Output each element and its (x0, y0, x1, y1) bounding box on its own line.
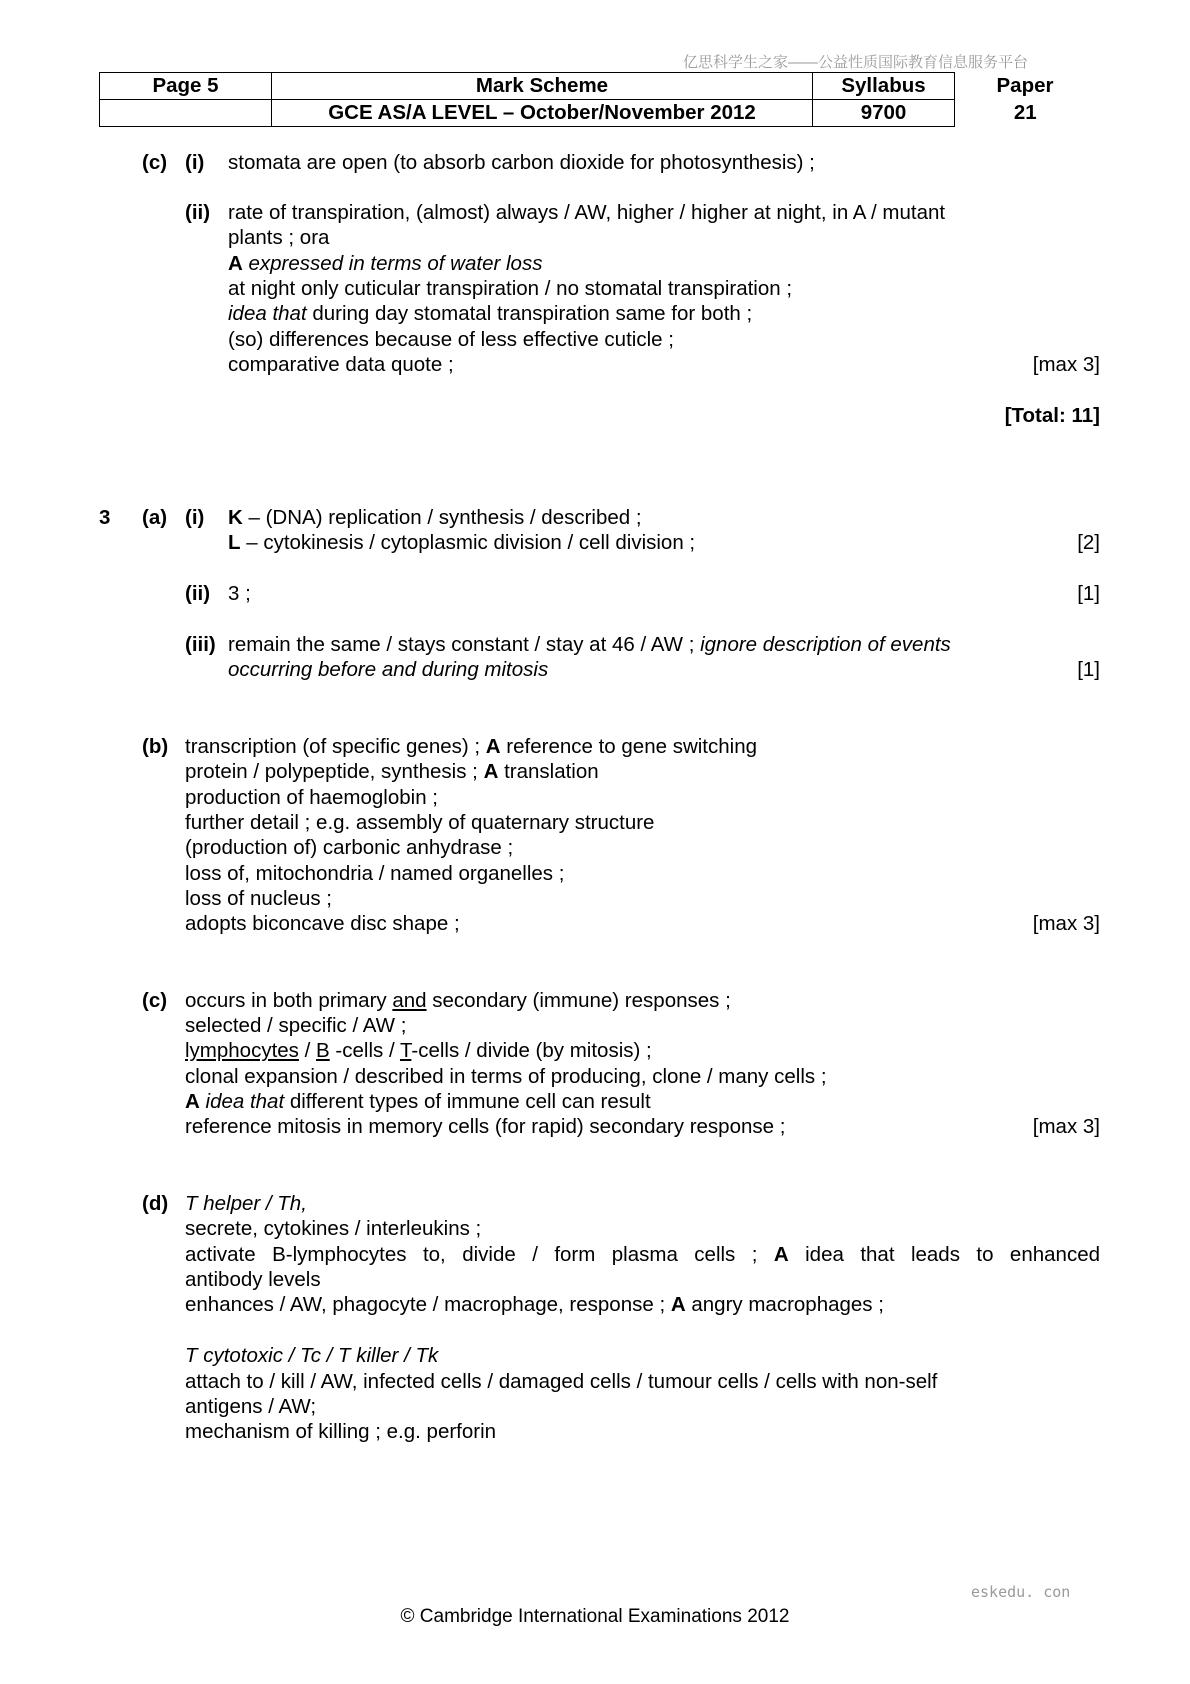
answer-line: antigens / AW; (185, 1395, 317, 1418)
answer-line: (so) differences because of less effective cuticle ; (228, 328, 674, 351)
answer-line: L – cytokinesis / cytoplasmic division / cell division ; (228, 531, 696, 554)
answer-line: reference mitosis in memory cells (for rapid) secondary response ; (185, 1115, 786, 1138)
marks: [max 3] (1032, 912, 1100, 935)
answer-line: comparative data quote ; (228, 353, 454, 376)
paper-value: 21 (1013, 101, 1037, 124)
answer-line: K – (DNA) replication / synthesis / described ; (228, 506, 642, 529)
answer-line: selected / specific / AW ; (185, 1014, 407, 1037)
answer-line: rate of transpiration, (almost) always / AW, higher / higher at night, in A / mutant (228, 201, 946, 224)
subpart-label: (i) (185, 151, 205, 174)
header-table (99, 72, 1096, 127)
subpart-label: (ii) (185, 201, 211, 224)
answer-line: attach to / kill / AW, infected cells / damaged cells / tumour cells / cells with non-self (185, 1370, 938, 1393)
answer-line: 3 ; (228, 582, 251, 605)
answer-line: stomata are open (to absorb carbon dioxide for photosynthesis) ; (228, 151, 815, 174)
marks: [2] (1077, 531, 1100, 554)
answer-line: T cytotoxic / Tc / T killer / Tk (185, 1344, 439, 1367)
answer-line: remain the same / stays constant / stay at 46 / AW ; ignore description of events (228, 633, 951, 656)
document-title: Mark Scheme (272, 73, 813, 100)
answer-line: adopts biconcave disc shape ; (185, 912, 460, 935)
marks: [max 3] (1032, 1115, 1100, 1138)
answer-line: clonal expansion / described in terms of producing, clone / many cells ; (185, 1065, 827, 1088)
page-number: Page 5 (100, 73, 272, 100)
answer-line: loss of nucleus ; (185, 887, 332, 910)
marks: [max 3] (1032, 353, 1100, 376)
syllabus-value: 9700 (813, 100, 955, 127)
answer-line: A expressed in terms of water loss (228, 252, 543, 275)
answer-line: idea that during day stomatal transpiration same for both ; (228, 302, 753, 325)
answer-line: production of haemoglobin ; (185, 786, 439, 809)
subpart-label: (iii) (185, 633, 216, 656)
question-number: 3 (99, 506, 111, 529)
marks: [1] (1077, 582, 1100, 605)
footer-copyright: © Cambridge International Examinations 2012 (400, 1606, 790, 1627)
subpart-label: (i) (185, 506, 205, 529)
paper-label: Paper (996, 74, 1054, 97)
answer-line: enhances / AW, phagocyte / macrophage, response ; A angry macrophages ; (185, 1293, 884, 1316)
syllabus-label: Syllabus (813, 73, 955, 100)
answer-line: (production of) carbonic anhydrase ; (185, 836, 514, 859)
marks: [1] (1077, 658, 1100, 681)
answer-line: T helper / Th, (185, 1192, 307, 1215)
empty-cell (100, 100, 272, 127)
watermark-text: 亿思科学生之家——公益性质国际教育信息服务平台 (683, 54, 1029, 71)
answer-line: further detail ; e.g. assembly of quaternary structure (185, 811, 655, 834)
answer-line: activate B-lymphocytes to, divide / form plasma cells ; A idea that leads to enhanced (185, 1243, 1100, 1266)
answer-line: protein / polypeptide, synthesis ; A translation (185, 760, 599, 783)
answer-line: loss of, mitochondria / named organelles ; (185, 862, 565, 885)
exam-name: GCE AS/A LEVEL – October/November 2012 (272, 100, 813, 127)
answer-line: antibody levels (185, 1268, 321, 1291)
answer-line: lymphocytes / B -cells / T-cells / divide (by mitosis) ; (185, 1039, 652, 1062)
answer-line: plants ; ora (228, 226, 330, 249)
answer-line: occurs in both primary and secondary (immune) responses ; (185, 989, 731, 1012)
answer-line: A idea that different types of immune cell can result (185, 1090, 651, 1113)
answer-line: transcription (of specific genes) ; A reference to gene switching (185, 735, 758, 758)
part-label: (c) (142, 989, 168, 1012)
watermark-text: eskedu. con (971, 1583, 1071, 1601)
part-label: (b) (142, 735, 169, 758)
answer-line: occurring before and during mitosis (228, 658, 549, 681)
part-label: (d) (142, 1192, 169, 1215)
subpart-label: (ii) (185, 582, 211, 605)
answer-line: mechanism of killing ; e.g. perforin (185, 1420, 497, 1443)
answer-line: at night only cuticular transpiration / no stomatal transpiration ; (228, 277, 793, 300)
part-label: (a) (142, 506, 168, 529)
total-marks: [Total: 11] (1004, 404, 1100, 427)
answer-line: secrete, cytokines / interleukins ; (185, 1217, 482, 1240)
part-label: (c) (142, 151, 168, 174)
